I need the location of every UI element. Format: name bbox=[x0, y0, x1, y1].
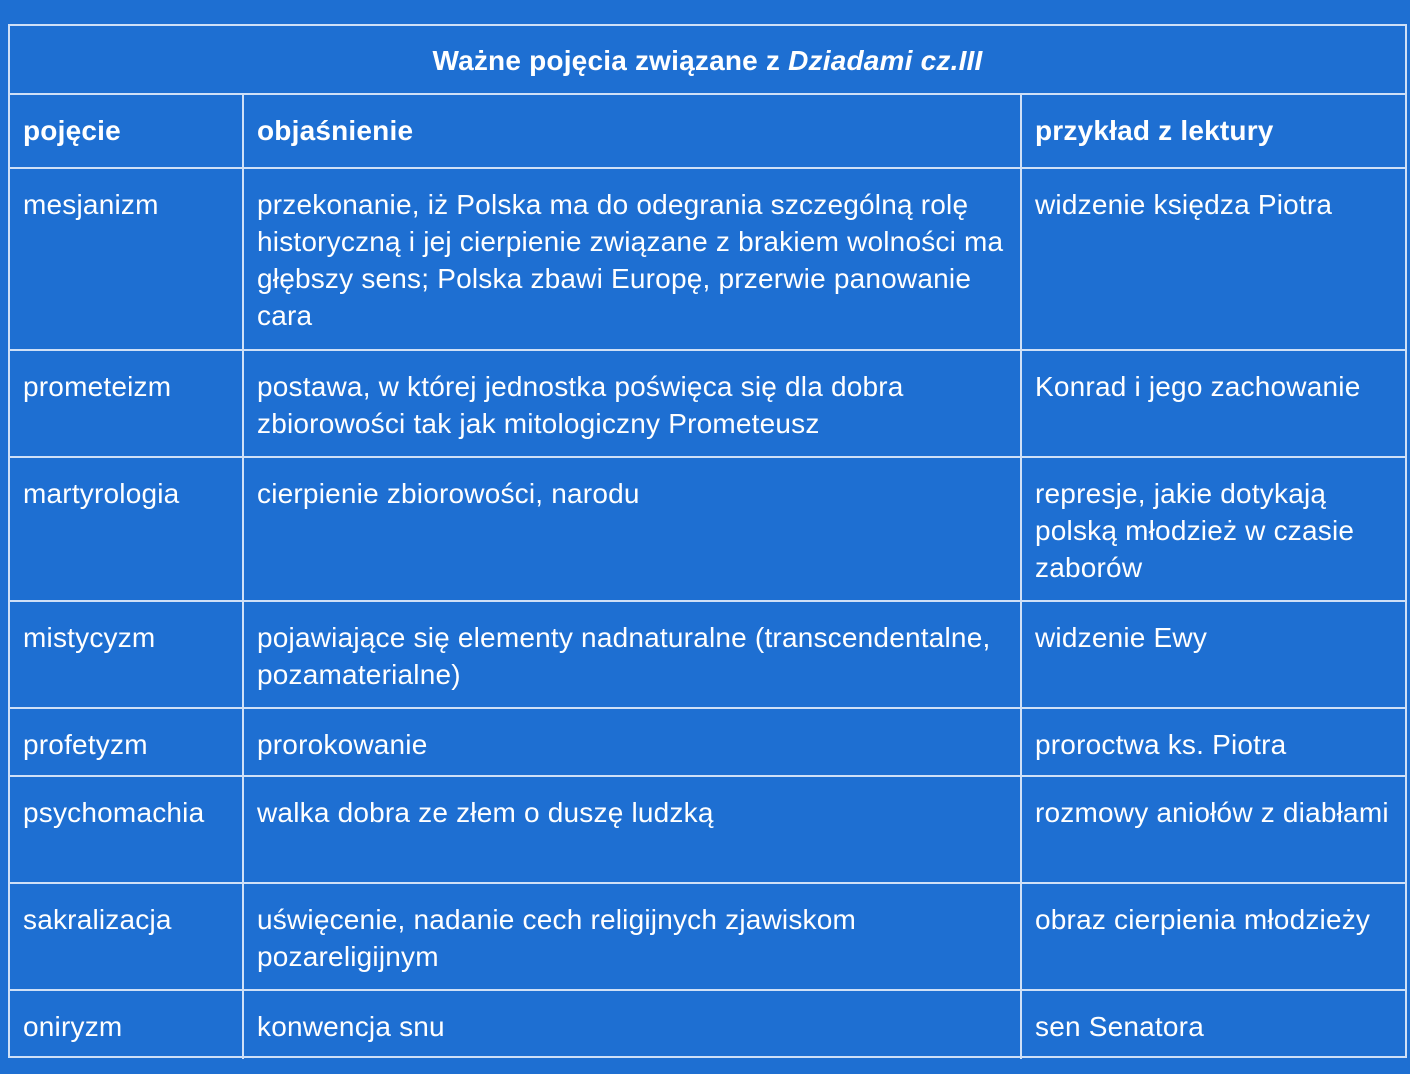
explanation-cell: przekonanie, iż Polska ma do odegrania szczególną rolę historyczną i jej cierpienie związane z brakiem wolności ma głębszy sens; Polska zbawi Europę, przerwie panowanie cara bbox=[243, 168, 1021, 350]
example-cell: represje, jakie dotykają polską młodzież w czasie zaborów bbox=[1021, 457, 1405, 601]
explanation-cell: postawa, w której jednostka poświęca się dla dobra zbiorowości tak jak mitologiczny Prometeusz bbox=[243, 350, 1021, 457]
explanation-cell: walka dobra ze złem o duszę ludzką bbox=[243, 776, 1021, 883]
title-row bbox=[10, 26, 1405, 94]
header-example: przykład z lektury bbox=[1021, 94, 1405, 168]
explanation-cell: pojawiające się elementy nadnaturalne (transcendentalne, pozamaterialne) bbox=[243, 601, 1021, 708]
term-cell: mistycyzm bbox=[10, 601, 243, 708]
concepts-table-frame bbox=[8, 24, 1407, 1058]
explanation-cell: uświęcenie, nadanie cech religijnych zjawiskom pozareligijnym bbox=[243, 883, 1021, 990]
example-cell: Konrad i jego zachowanie bbox=[1021, 350, 1405, 457]
table-row bbox=[10, 350, 1405, 457]
table-row bbox=[10, 776, 1405, 883]
term-cell: mesjanizm bbox=[10, 168, 243, 350]
table-title bbox=[10, 26, 1405, 94]
table-row bbox=[10, 457, 1405, 601]
table-title-prefix: Ważne pojęcia związane z bbox=[432, 45, 789, 76]
explanation-cell: prorokowanie bbox=[243, 708, 1021, 776]
term-cell: prometeizm bbox=[10, 350, 243, 457]
term-cell: martyrologia bbox=[10, 457, 243, 601]
example-cell: widzenie księdza Piotra bbox=[1021, 168, 1405, 350]
header-term: pojęcie bbox=[10, 94, 243, 168]
term-cell: sakralizacja bbox=[10, 883, 243, 990]
example-cell: sen Senatora bbox=[1021, 990, 1405, 1059]
term-cell: psychomachia bbox=[10, 776, 243, 883]
concepts-table bbox=[10, 26, 1405, 1059]
table-title-work: Dziadami cz.III bbox=[788, 45, 983, 76]
term-cell: profetyzm bbox=[10, 708, 243, 776]
table-row bbox=[10, 990, 1405, 1059]
example-cell: obraz cierpienia młodzieży bbox=[1021, 883, 1405, 990]
header-explanation: objaśnienie bbox=[243, 94, 1021, 168]
example-cell: rozmowy aniołów z diabłami bbox=[1021, 776, 1405, 883]
table-row bbox=[10, 601, 1405, 708]
example-cell: widzenie Ewy bbox=[1021, 601, 1405, 708]
explanation-cell: cierpienie zbiorowości, narodu bbox=[243, 457, 1021, 601]
explanation-cell: konwencja snu bbox=[243, 990, 1021, 1059]
header-row bbox=[10, 94, 1405, 168]
term-cell: oniryzm bbox=[10, 990, 243, 1059]
table-row bbox=[10, 168, 1405, 350]
example-cell: proroctwa ks. Piotra bbox=[1021, 708, 1405, 776]
table-row bbox=[10, 708, 1405, 776]
table-row bbox=[10, 883, 1405, 990]
